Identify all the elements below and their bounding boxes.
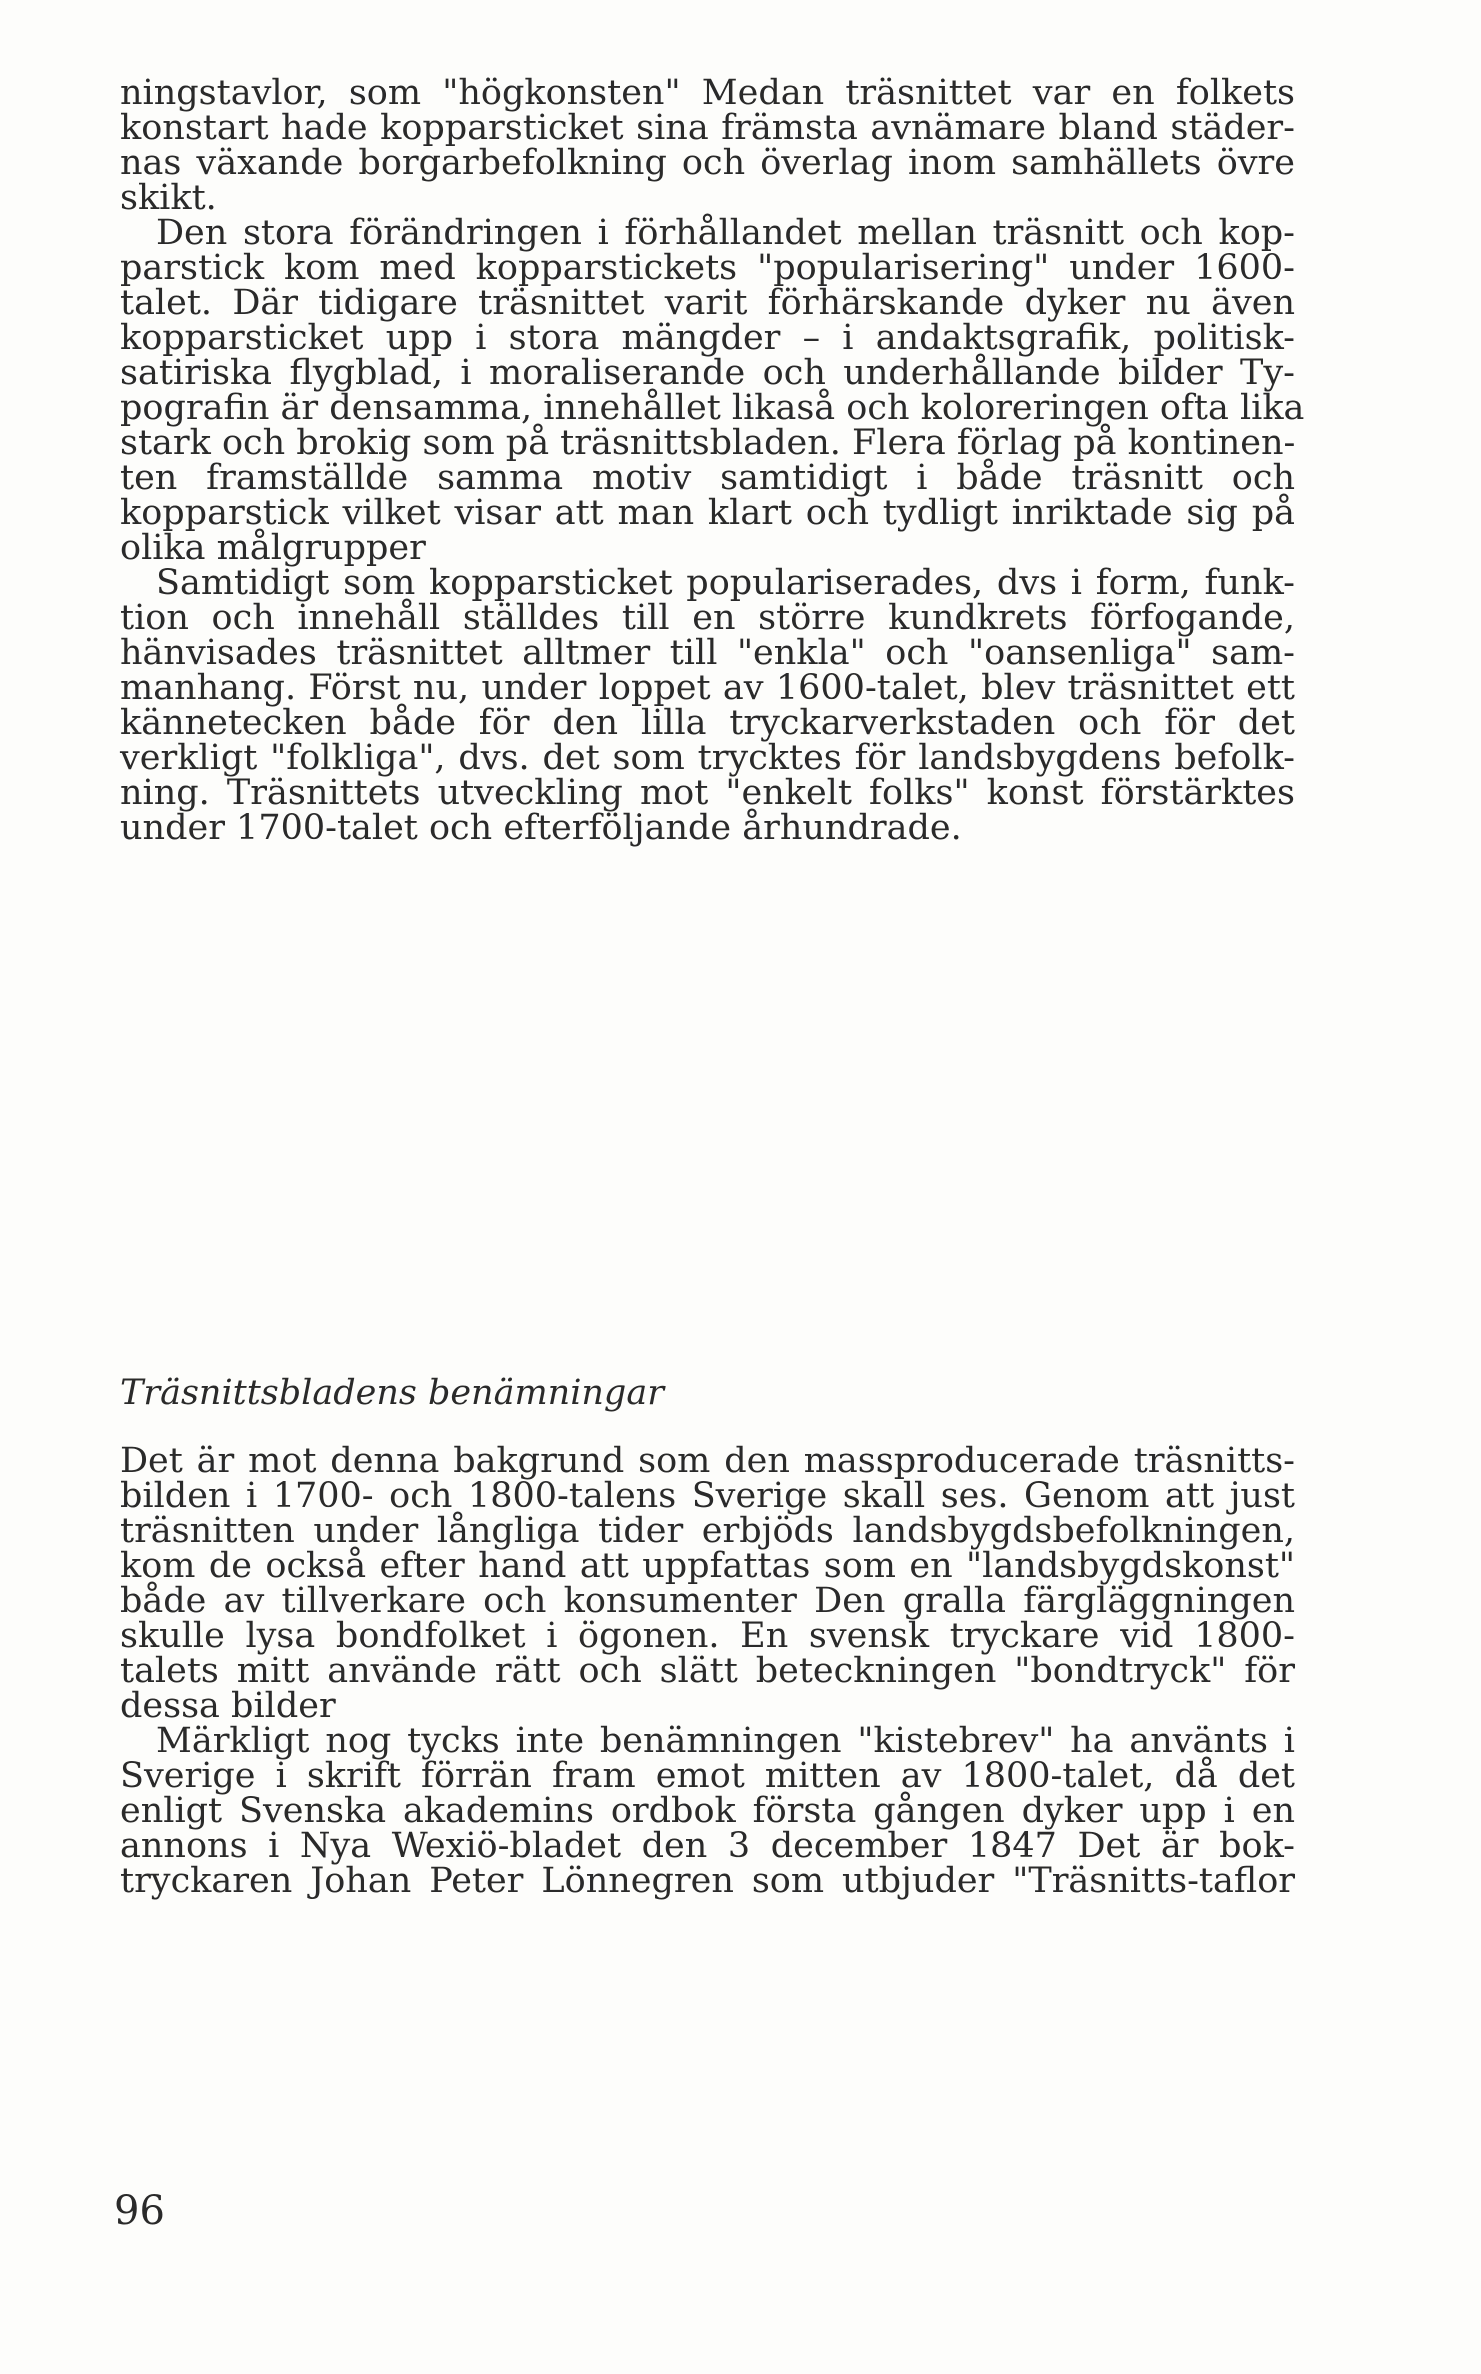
text-line: dessa bilder <box>120 1686 336 1726</box>
text-line: parstick kom med kopparstickets "popularisering" under 1600- <box>120 248 1295 288</box>
text-line: träsnitten under långliga tider erbjöds landsbygdsbefolkningen, <box>120 1511 1295 1551</box>
text-line: Sverige i skrift förrän fram emot mitten av 1800-talet, då det <box>120 1756 1295 1796</box>
text-line: kom de också efter hand att uppfattas som en "landsbygdskonst" <box>120 1546 1295 1586</box>
text-line: konstart hade kopparsticket sina främsta avnämare bland städer- <box>120 108 1295 148</box>
text-line: skikt. <box>120 178 217 218</box>
text-line: Det är mot denna bakgrund som den massproducerade träsnitts- <box>120 1441 1295 1481</box>
text-line: bilden i 1700- och 1800-talens Sverige skall ses. Genom att just <box>120 1476 1295 1516</box>
text-line: Märkligt nog tycks inte benämningen "kistebrev" ha använts i <box>156 1721 1295 1761</box>
text-line: annons i Nya Wexiö-bladet den 3 december 1847 Det är bok- <box>120 1826 1295 1866</box>
text-line: tion och innehåll ställdes till en större kundkrets förfogande, <box>120 598 1295 638</box>
text-line: ningstavlor, som "högkonsten" Medan träsnittet var en folkets <box>120 73 1295 113</box>
text-line: skulle lysa bondfolket i ögonen. En svensk tryckare vid 1800- <box>120 1616 1295 1656</box>
text-line: olika målgrupper <box>120 528 426 568</box>
text-line: nas växande borgarbefolkning och överlag inom samhällets övre <box>120 143 1295 183</box>
text-line: talets mitt använde rätt och slätt beteckningen "bondtryck" för <box>120 1651 1295 1691</box>
text-line: satiriska flygblad, i moraliserande och underhållande bilder Ty- <box>120 353 1295 393</box>
text-line: Samtidigt som kopparsticket populariserades, dvs i form, funk- <box>156 563 1295 603</box>
text-line: kännetecken både för den lilla tryckarverkstaden och för det <box>120 703 1295 743</box>
text-line: både av tillverkare och konsumenter Den gralla färgläggningen <box>120 1581 1295 1621</box>
section-heading: Träsnittsbladens benämningar <box>120 1373 664 1413</box>
text-line: Den stora förändringen i förhållandet mellan träsnitt och kop- <box>156 213 1295 253</box>
text-line: verkligt "folkliga", dvs. det som trycktes för landsbygdens befolk- <box>120 738 1295 778</box>
text-line: ning. Träsnittets utveckling mot "enkelt folks" konst förstärktes <box>120 773 1295 813</box>
text-line: kopparsticket upp i stora mängder – i andaktsgrafik, politisk- <box>120 318 1295 358</box>
text-line: under 1700-talet och efterföljande århundrade. <box>120 808 962 848</box>
text-line: talet. Där tidigare träsnittet varit förhärskande dyker nu även <box>120 283 1295 323</box>
text-line: hänvisades träsnittet alltmer till "enkla" och "oansenliga" sam- <box>120 633 1295 673</box>
text-line: manhang. Först nu, under loppet av 1600-talet, blev träsnittet ett <box>120 668 1295 708</box>
text-line: stark och brokig som på träsnittsbladen. Flera förlag på kontinen- <box>120 423 1296 463</box>
text-line: enligt Svenska akademins ordbok första gången dyker upp i en <box>120 1791 1295 1831</box>
text-line: tryckaren Johan Peter Lönnegren som utbjuder "Träsnitts-taflor <box>120 1861 1295 1901</box>
text-line: pografin är densamma, innehållet likaså och koloreringen ofta lika <box>120 388 1305 428</box>
text-line: kopparstick vilket visar att man klart och tydligt inriktade sig på <box>120 493 1295 533</box>
page-number: 96 <box>114 2188 165 2234</box>
text-line: ten framställde samma motiv samtidigt i både träsnitt och <box>120 458 1295 498</box>
